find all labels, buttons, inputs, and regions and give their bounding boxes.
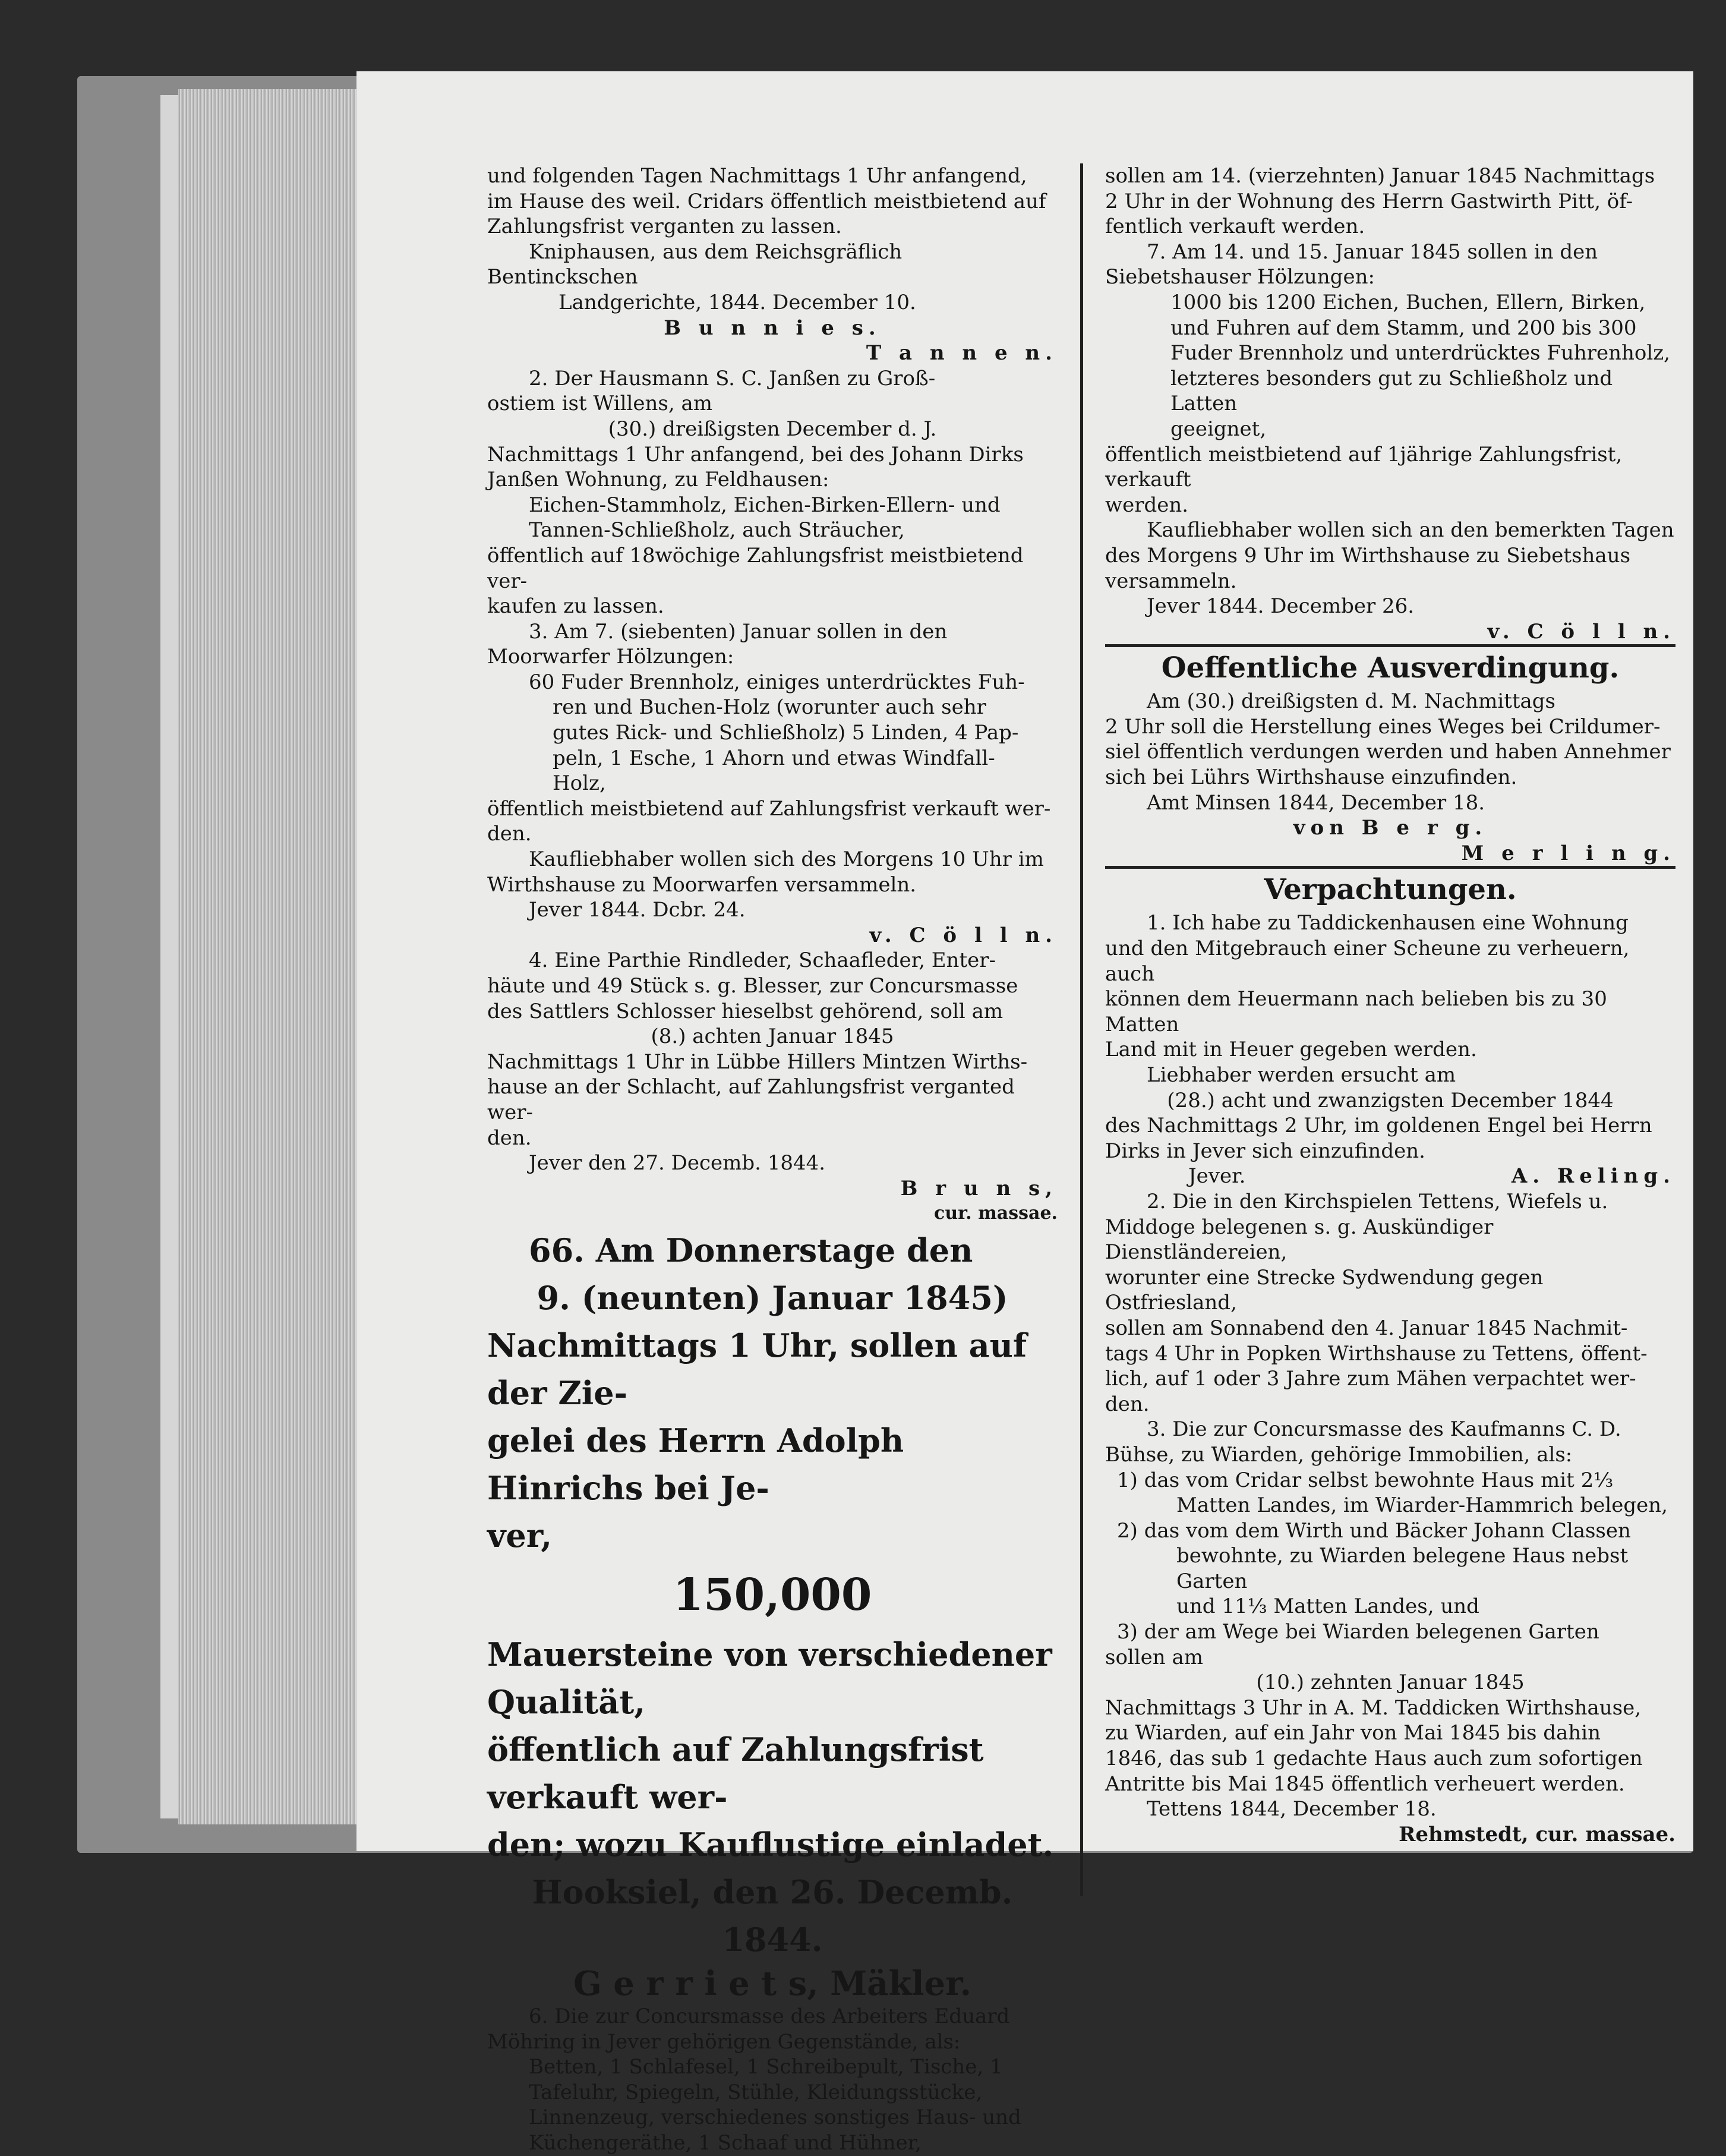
text-line: ostiem ist Willens, am — [487, 392, 712, 416]
advert-signature: G e r r i e t s, Mäkler. — [573, 1963, 972, 2003]
signature: v. C ö l l n. — [1487, 619, 1675, 644]
advert-line: Mauersteine von verschiedener Qualität, — [487, 1635, 1052, 1721]
list-item: 3) der am Wege bei Wiarden belegenen Garten — [1117, 1620, 1599, 1644]
text-line: hause an der Schlacht, auf Zahlungsfrist verganted wer- — [487, 1075, 1015, 1124]
text-line: worunter eine Strecke Sydwendung gegen Ostfriesland, — [1105, 1265, 1544, 1315]
text-line: geeignet, — [1170, 417, 1267, 441]
text-line: (8.) achten Januar 1845 — [651, 1025, 894, 1049]
text-line: des Morgens 9 Uhr im Wirthshause zu Siebetshaus — [1105, 543, 1631, 568]
text-line: versammeln. — [1105, 569, 1237, 593]
advert-line: ver, — [487, 1516, 553, 1555]
signature: B u n n i e s. — [664, 316, 881, 340]
text-line: siel öffentlich verdungen werden und haben Annehmer — [1105, 740, 1671, 764]
text-line: 1. Ich habe zu Taddickenhausen eine Wohnung — [1147, 911, 1629, 935]
text-line: Tafeluhr, Spiegeln, Stühle, Kleidungsstücke, — [529, 2080, 983, 2104]
list-item: bewohnte, zu Wiarden belegene Haus nebst Garten — [1176, 1544, 1629, 1593]
text-line: fentlich verkauft werden. — [1105, 215, 1365, 239]
text-line: 3. Die zur Concursmasse des Kaufmanns C. D. — [1147, 1417, 1621, 1442]
text-line: sollen am Sonnabend den 4. Januar 1845 Nachmit- — [1105, 1316, 1628, 1340]
text-line: 1000 bis 1200 Eichen, Buchen, Ellern, Birken, — [1170, 290, 1646, 314]
text-line: und Fuhren auf dem Stamm, und 200 bis 300 — [1170, 316, 1637, 340]
signature: Rehmstedt, cur. massae. — [1399, 1822, 1675, 1846]
text-line: Betten, 1 Schlafesel, 1 Schreibepult, Tische, 1 — [529, 2055, 1003, 2079]
text-line: Siebetshauser Hölzungen: — [1105, 265, 1375, 289]
text-line: Zahlungsfrist verganten zu lassen. — [487, 215, 842, 239]
signature: B r u n s, — [900, 1176, 1058, 1200]
text-line: im Hause des weil. Cridars öffentlich meistbietend auf — [487, 189, 1046, 213]
text-line: 4. Eine Parthie Rindleder, Schaafleder, Enter- — [529, 948, 996, 973]
text-line: gutes Rick- und Schließholz) 5 Linden, 4 Pap- — [553, 721, 1019, 745]
text-line: Land mit in Heuer gegeben werden. — [1105, 1038, 1477, 1062]
text-line: des Sattlers Schlosser hieselbst gehörend, soll am — [487, 999, 1004, 1023]
text-line: öffentlich auf 18wöchige Zahlungsfrist meistbietend ver- — [487, 543, 1024, 593]
text-line: sich bei Lührs Wirthshause einzufinden. — [1105, 765, 1517, 790]
text-line: Landgerichte, 1844. December 10. — [558, 290, 916, 314]
text-line: (30.) dreißigsten December d. J. — [608, 417, 937, 441]
text-line: Holz, — [553, 771, 606, 796]
text-line: 7. Am 14. und 15. Januar 1845 sollen in den — [1147, 239, 1598, 264]
list-item: Matten Landes, im Wiarder-Hammrich belegen, — [1176, 1493, 1668, 1518]
text-line: Kaufliebhaber wollen sich des Morgens 10 Uhr im — [529, 847, 1044, 872]
text-line: Antritte bis Mai 1845 öffentlich verheuert werden. — [1105, 1772, 1625, 1796]
text-line: Möhring in Jever gehörigen Gegenstände, als: — [487, 2029, 961, 2054]
text-line: (28.) acht und zwanzigsten December 1844 — [1167, 1088, 1614, 1112]
section-heading: T a n n e n. — [866, 341, 1058, 365]
signature: M e r l i n g. — [1461, 841, 1675, 865]
text-line: Liebhaber werden ersucht am — [1147, 1063, 1456, 1087]
advert-line: 66. Am Donnerstage den — [529, 1231, 973, 1269]
text-line: zu Wiarden, auf ein Jahr von Mai 1845 bis dahin — [1105, 1721, 1601, 1745]
text-line: ren und Buchen-Holz (worunter auch sehr — [553, 695, 986, 720]
text-line: letzteres besonders gut zu Schließholz und Latten — [1170, 366, 1613, 416]
text-line: sollen am 14. (vierzehnten) Januar 1845 Nachmittags — [1105, 164, 1655, 188]
list-item: 1) das vom Cridar selbst bewohnte Haus mit 2⅓ — [1117, 1468, 1614, 1492]
text-line: Amt Minsen 1844, December 18. — [1147, 790, 1485, 815]
advert-line: 9. (neunten) Januar 1845) — [537, 1278, 1008, 1317]
text-line: Am (30.) dreißigsten d. M. Nachmittags — [1147, 689, 1556, 714]
text-line: Bühse, zu Wiarden, gehörige Immobilien, als: — [1105, 1442, 1573, 1467]
text-line: 6. Die zur Concursmasse des Arbeiters Eduard — [529, 2004, 1010, 2028]
text-line: Eichen-Stammholz, Eichen-Birken-Ellern- und — [529, 493, 1001, 517]
text-line: sollen am — [1105, 1645, 1204, 1669]
text-line: 2 Uhr soll die Herstellung eines Weges bei Crildumer- — [1105, 714, 1661, 739]
text-line: Küchengeräthe, 1 Schaaf und Hühner, — [529, 2130, 922, 2155]
text-line: Tettens 1844, December 18. — [1147, 1797, 1437, 1821]
text-line: (10.) zehnten Januar 1845 — [1256, 1670, 1525, 1695]
advert-line: öffentlich auf Zahlungsfrist verkauft wer- — [487, 1730, 984, 1816]
text-line: öffentlich meistbietend auf Zahlungsfrist verkauft wer- — [487, 796, 1051, 821]
text-line: des Nachmittags 2 Uhr, im goldenen Engel bei Herrn — [1105, 1114, 1652, 1138]
text-line: Linnenzeug, verschiedenes sonstiges Haus- und — [529, 2105, 1021, 2130]
text-line: Kaufliebhaber wollen sich an den bemerkten Tagen — [1147, 518, 1674, 543]
text-line: Moorwarfer Hölzungen: — [487, 645, 734, 669]
place-name: Jever. — [1188, 1164, 1246, 1189]
right-column — [1105, 163, 1675, 1847]
text-line: Nachmittags 3 Uhr in A. M. Taddicken Wirthshause, — [1105, 1695, 1642, 1720]
text-line: den. — [1105, 1392, 1150, 1416]
section-heading: Oeffentliche Ausverdingung. — [1161, 651, 1620, 685]
text-line: tags 4 Uhr in Popken Wirthshause zu Tettens, öffent- — [1105, 1341, 1648, 1366]
text-line: öffentlich meistbietend auf 1jährige Zahlungsfrist, verkauft — [1105, 442, 1623, 492]
page-edges — [178, 89, 362, 1824]
advert-line: gelei des Herrn Adolph Hinrichs bei Je- — [487, 1421, 904, 1507]
text-line: Nachmittags 1 Uhr anfangend, bei des Johann Dirks — [487, 442, 1024, 466]
list-item: und 11⅓ Matten Landes, und — [1176, 1594, 1479, 1619]
text-line: und folgenden Tagen Nachmittags 1 Uhr anfangend, — [487, 164, 1027, 188]
text-line: Janßen Wohnung, zu Feldhausen: — [487, 468, 829, 492]
text-line: kaufen zu lassen. — [487, 594, 664, 619]
text-line: 1846, das sub 1 gedachte Haus auch zum sofortigen — [1105, 1747, 1643, 1771]
text-line: 2. Der Hausmann S. C. Janßen zu Groß- — [529, 366, 936, 390]
text-line: Tannen-Schließholz, auch Sträucher, — [529, 518, 905, 543]
column-divider — [1080, 163, 1083, 1896]
advert-line: den; wozu Kauflustige einladet. — [487, 1825, 1054, 1864]
text-line: den. — [487, 822, 532, 846]
text-line: Jever 1844. Dcbr. 24. — [529, 898, 746, 922]
text-line: Dirks in Jever sich einzufinden. — [1105, 1139, 1425, 1163]
text-line: Jever den 27. Decemb. 1844. — [529, 1151, 826, 1175]
advert-quantity: 150,000 — [673, 1569, 872, 1621]
text-line: Jever 1844. December 26. — [1147, 594, 1415, 619]
advert-line: 1844. — [722, 1920, 823, 1959]
text-line: können dem Heuermann nach belieben bis zu 30 Matten — [1105, 987, 1607, 1036]
signature: A. Reling. — [1511, 1164, 1675, 1189]
text-line: 3. Am 7. (siebenten) Januar sollen in den — [529, 619, 948, 644]
text-line: lich, auf 1 oder 3 Jahre zum Mähen verpachtet wer- — [1105, 1367, 1636, 1391]
text-line: 2 Uhr in der Wohnung des Herrn Gastwirth Pitt, öf- — [1105, 189, 1633, 213]
text-line: Fuder Brennholz und unterdrücktes Fuhrenholz, — [1170, 341, 1670, 365]
text-line: Nachmittags 1 Uhr in Lübbe Hillers Mintzen Wirths- — [487, 1049, 1028, 1074]
signature: von B e r g. — [1293, 816, 1488, 840]
list-item: 2) das vom dem Wirth und Bäcker Johann Classen — [1117, 1518, 1631, 1543]
section-heading: Verpachtungen. — [1264, 873, 1517, 907]
text-line: peln, 1 Esche, 1 Ahorn und etwas Windfall- — [553, 746, 995, 770]
text-line: Kniphausen, aus dem Reichsgräflich Bentinckschen — [487, 239, 903, 289]
text-line: häute und 49 Stück s. g. Blesser, zur Concursmasse — [487, 974, 1018, 998]
signature: v. C ö l l n. — [869, 923, 1058, 947]
advert-line: Nachmittags 1 Uhr, sollen auf der Zie- — [487, 1326, 1027, 1412]
signature-row — [1105, 1164, 1675, 1189]
text-line: 60 Fuder Brennholz, einiges unterdrücktes Fuh- — [529, 670, 1025, 694]
text-line: den. — [487, 1126, 532, 1150]
text-line: Wirthshause zu Moorwarfen versammeln. — [487, 872, 917, 897]
text-line: werden. — [1105, 493, 1189, 517]
text-line: 2. Die in den Kirchspielen Tettens, Wiefels u. — [1147, 1189, 1608, 1213]
text-line: und den Mitgebrauch einer Scheune zu verheuern, auch — [1105, 937, 1630, 986]
advert-line: Hooksiel, den 26. Decemb. — [532, 1873, 1013, 1911]
text-line: Middoge belegenen s. g. Auskündiger Dienstländereien, — [1105, 1215, 1494, 1265]
signature-title: cur. massae. — [934, 1203, 1058, 1224]
left-column — [487, 163, 1058, 2156]
